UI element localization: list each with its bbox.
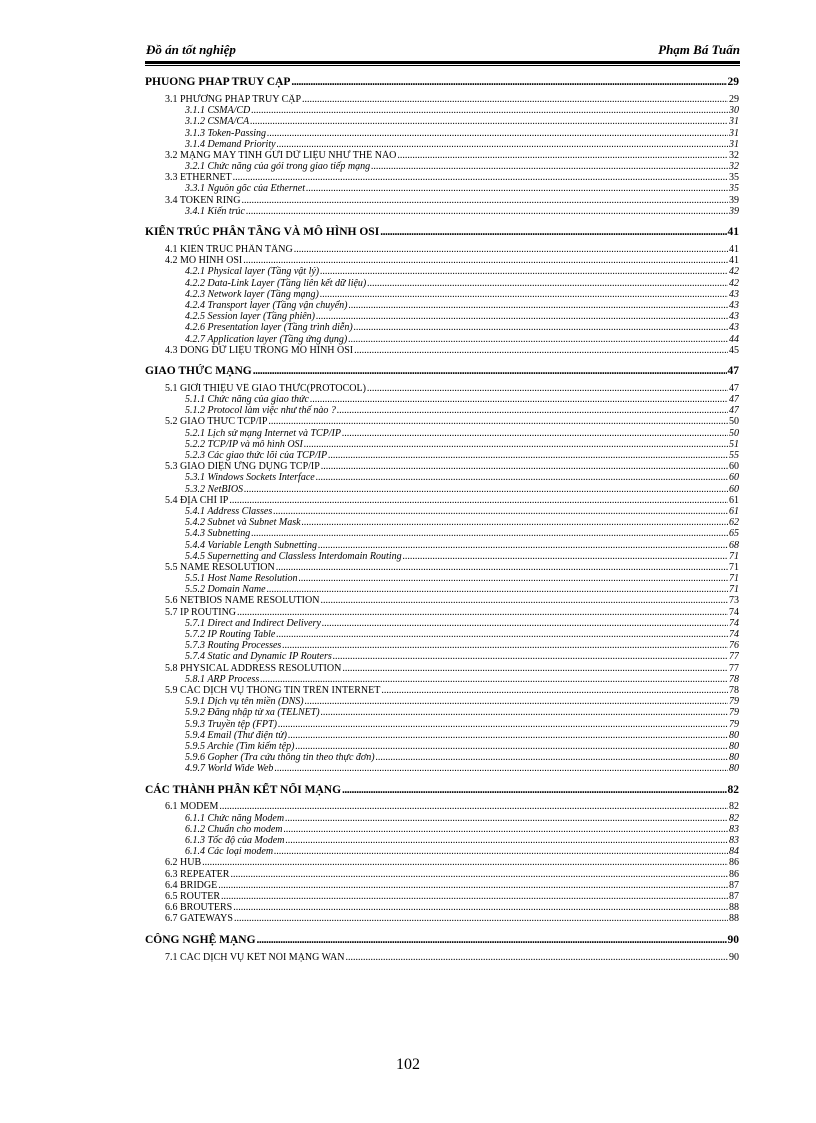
toc-entry-sub[interactable] (145, 394, 739, 405)
toc-entry-sub[interactable] (145, 266, 739, 277)
toc-entry-page: 35 (729, 183, 739, 195)
toc-entry-title: 5.2.2 TCP/IP và mô hình OSI (185, 438, 303, 450)
toc-entry-title: 3.1 PHƯƠNG PHÁP TRUY CẬP (165, 94, 302, 105)
dot-leader (291, 75, 726, 89)
toc-entry-title: 3.2.1 Chức năng của gói trong giao tiếp mạng (185, 161, 371, 173)
dot-leader (304, 439, 728, 450)
toc-entry-sec[interactable] (145, 417, 739, 428)
dot-leader (305, 696, 728, 707)
toc-entry-title: 4.2 MÔ HÌNH OSI (165, 255, 243, 267)
toc-entry-page: 80 (729, 740, 739, 752)
dot-leader (267, 584, 728, 595)
toc-entry-title: 5.8 PHYSICAL ADDRESS RESOLUTION (165, 662, 342, 674)
toc-entry-page: 87 (729, 879, 739, 891)
dot-leader (241, 195, 728, 206)
toc-entry-sec[interactable] (145, 880, 739, 891)
toc-entry-title: 3.4 TOKEN RING (165, 194, 241, 206)
toc-entry-sub[interactable] (145, 322, 739, 333)
dot-leader (233, 172, 728, 183)
toc-entry-page: 80 (729, 752, 739, 764)
dot-leader (251, 528, 728, 539)
toc-entry-sub[interactable] (145, 472, 739, 483)
dot-leader (320, 289, 728, 300)
dot-leader (234, 913, 728, 924)
toc-entry-title: 5.8.1 ARP Process (185, 673, 260, 685)
toc-entry-title: 4.2.4 Transport layer (Tầng vận chuyển) (185, 300, 348, 311)
toc-entry-sub[interactable] (145, 618, 739, 629)
dot-leader (316, 472, 728, 483)
dot-leader (244, 484, 728, 495)
toc-entry-sub[interactable] (145, 334, 739, 345)
dot-leader (253, 364, 727, 378)
toc-entry-title: 4.1 KIẾN TRÚC PHÂN TẦNG (165, 244, 293, 256)
dot-leader (282, 640, 728, 651)
dot-leader (333, 651, 728, 662)
toc-entry-sub[interactable] (145, 584, 739, 595)
dot-leader (295, 741, 728, 752)
dot-leader (285, 813, 728, 824)
toc-entry-title: 5.6 NETBIOS NAME RESOLUTION (165, 595, 320, 607)
toc-entry-page: 74 (729, 617, 739, 629)
toc-entry-sec[interactable] (145, 952, 739, 963)
dot-leader (260, 674, 728, 685)
toc-entry-title: 5.9.4 Email (Thư điện tử) (185, 729, 288, 741)
dot-leader (278, 719, 728, 730)
toc-entry-title: 5.9.1 Dịch vụ tên miền (DNS) (185, 696, 304, 708)
dot-leader (354, 322, 728, 333)
toc-entry-page: 55 (729, 450, 739, 462)
toc-entry-page: 60 (729, 472, 739, 484)
toc-entry-page: 47 (729, 394, 739, 406)
dot-leader (302, 94, 728, 105)
table-of-contents (145, 75, 739, 963)
toc-entry-title: 6.6 BROUTERS (165, 902, 233, 914)
toc-entry-title: 6.7 GATEWAYS (165, 913, 233, 925)
running-header (146, 42, 740, 60)
toc-entry-title: 4.2.5 Session layer (Tầng phiên) (185, 311, 315, 323)
toc-entry-page: 39 (729, 194, 739, 206)
dot-leader (285, 835, 728, 846)
toc-entry-sub[interactable] (145, 528, 739, 539)
toc-entry-title: CÔNG NGHỆ MẠNG (145, 933, 256, 946)
dot-leader (243, 255, 728, 266)
toc-entry-title: 3.3.1 Nguồn gốc của Ethernet (185, 183, 305, 195)
dot-leader (268, 417, 728, 428)
toc-entry-page: 51 (729, 438, 739, 450)
dot-leader (267, 128, 728, 139)
toc-entry-page: 43 (729, 300, 739, 311)
toc-entry-page: 31 (729, 138, 739, 150)
dot-leader (218, 880, 728, 891)
dot-leader (397, 150, 728, 161)
toc-entry-page: 50 (729, 416, 739, 428)
toc-entry-page: 86 (729, 868, 739, 880)
toc-entry-page: 30 (729, 105, 739, 117)
toc-entry-sec[interactable] (145, 461, 739, 472)
dot-leader (367, 383, 728, 394)
dot-leader (219, 802, 728, 813)
dot-leader (229, 495, 728, 506)
toc-entry-sub[interactable] (145, 824, 739, 835)
toc-entry-page: 60 (729, 483, 739, 495)
toc-entry-page: 31 (729, 116, 739, 128)
toc-entry-sub[interactable] (145, 640, 739, 651)
toc-entry-sub[interactable] (145, 730, 739, 741)
toc-entry-sub[interactable] (145, 405, 739, 416)
toc-entry-title: 5.7.4 Static and Dynamic IP Routers (185, 651, 332, 663)
dot-leader (321, 461, 728, 472)
dot-leader (371, 161, 728, 172)
toc-entry-title: 6.2 HUB (165, 857, 202, 869)
toc-entry-page: 90 (727, 933, 739, 946)
toc-entry-title: 3.2 MẠNG MÁY TÍNH GỬI DỮ LIỆU NHƯ THẾ NÀO (165, 149, 397, 161)
toc-entry-page: 41 (727, 226, 739, 239)
toc-entry-sub[interactable] (145, 439, 739, 450)
toc-entry-sub[interactable] (145, 573, 739, 584)
toc-entry-page: 65 (729, 528, 739, 540)
dot-leader (274, 846, 728, 857)
dot-leader (381, 685, 728, 696)
toc-entry-page: 74 (729, 606, 739, 618)
toc-entry-page: 88 (729, 913, 739, 925)
toc-entry-sub[interactable] (145, 161, 739, 172)
toc-entry-sec[interactable] (145, 857, 739, 868)
toc-entry-page: 29 (727, 76, 739, 88)
toc-entry-title: 5.5 NAME RESOLUTION (165, 561, 275, 573)
dot-leader (310, 394, 728, 405)
toc-entry-page: 83 (729, 835, 739, 847)
toc-entry-title: 4.9.7 World Wide Web (185, 763, 274, 775)
header-author: Phạm Bá Tuấn (658, 42, 740, 57)
toc-entry-sec[interactable] (145, 869, 739, 880)
toc-entry-sec[interactable] (145, 596, 739, 607)
toc-entry-page: 29 (729, 94, 739, 105)
toc-entry-title: 4.2.1 Physical layer (Tầng vật lý) (185, 266, 320, 278)
toc-entry-page: 44 (729, 333, 739, 345)
dot-leader (288, 730, 728, 741)
dot-leader (345, 952, 728, 963)
toc-entry-sec[interactable] (145, 663, 739, 674)
toc-entry-title: 4.2.6 Presentation layer (Tầng trình diễn) (185, 322, 353, 334)
dot-leader (284, 824, 729, 835)
dot-leader (316, 311, 728, 322)
toc-entry-sub[interactable] (145, 707, 739, 718)
toc-entry-page: 87 (729, 891, 739, 902)
toc-entry-title: 5.4.2 Subnet và Subnet Mask (185, 517, 301, 529)
toc-entry-page: 83 (729, 823, 739, 835)
toc-entry-title: 5.2 GIAO THỨC TCP/IP (165, 416, 268, 428)
toc-entry-sec[interactable] (145, 891, 739, 902)
toc-entry-sec[interactable] (145, 562, 739, 573)
dot-leader (376, 752, 728, 763)
toc-entry-title: 5.7.1 Direct and Indirect Delivery (185, 617, 321, 629)
toc-entry-page: 80 (729, 729, 739, 741)
toc-entry-sub[interactable] (145, 629, 739, 640)
toc-entry-sub[interactable] (145, 696, 739, 707)
toc-entry-chap[interactable] (145, 75, 739, 89)
toc-entry-page: 79 (729, 718, 739, 730)
toc-entry-sec[interactable] (145, 913, 739, 924)
toc-entry-title: 5.3.2 NetBIOS (185, 483, 244, 495)
toc-entry-sub[interactable] (145, 128, 739, 139)
toc-entry-sub[interactable] (145, 139, 739, 150)
toc-entry-page: 43 (729, 322, 739, 334)
toc-entry-title: 3.1.3 Token-Passing (185, 127, 267, 139)
toc-entry-chap[interactable] (145, 364, 739, 378)
toc-entry-page: 79 (729, 696, 739, 708)
toc-entry-page: 77 (729, 651, 739, 663)
toc-entry-sub[interactable] (145, 311, 739, 322)
toc-entry-page: 47 (729, 382, 739, 394)
toc-entry-title: 6.1.1 Chức năng Modem (185, 812, 285, 824)
toc-entry-sub[interactable] (145, 289, 739, 300)
toc-entry-title: 4.2.3 Network layer (Tầng mạng) (185, 288, 319, 300)
dot-leader (328, 450, 728, 461)
toc-entry-title: 3.1.1 CSMA/CD (185, 105, 251, 117)
toc-entry-sec[interactable] (145, 495, 739, 506)
dot-leader (302, 517, 728, 528)
dot-leader (273, 506, 728, 517)
toc-entry-sec[interactable] (145, 685, 739, 696)
toc-entry-title: 6.5 ROUTER (165, 891, 220, 902)
toc-entry-sub[interactable] (145, 450, 739, 461)
toc-entry-title: 3.1.4 Demand Priority (185, 138, 276, 150)
toc-entry-page: 74 (729, 629, 739, 641)
toc-entry-page: 47 (727, 364, 739, 377)
toc-entry-page: 50 (729, 427, 739, 439)
toc-entry-sub[interactable] (145, 184, 739, 195)
toc-entry-sub[interactable] (145, 428, 739, 439)
toc-entry-sec[interactable] (145, 172, 739, 183)
toc-entry-page: 84 (729, 846, 739, 858)
toc-entry-title: 5.7.3 Routing Processes (185, 640, 282, 652)
toc-entry-page: 41 (729, 244, 739, 256)
dot-leader (277, 139, 728, 150)
toc-entry-chap[interactable] (145, 933, 739, 947)
toc-entry-page: 60 (729, 461, 739, 473)
toc-entry-page: 82 (729, 812, 739, 824)
dot-leader (354, 345, 728, 356)
toc-entry-page: 78 (729, 673, 739, 685)
toc-entry-page: 82 (729, 801, 739, 813)
toc-entry-chap[interactable] (145, 225, 739, 239)
dot-leader (221, 891, 728, 902)
toc-entry-sec[interactable] (145, 383, 739, 394)
toc-entry-sub[interactable] (145, 206, 739, 217)
dot-leader (257, 933, 727, 947)
dot-leader (321, 707, 728, 718)
dot-leader (299, 573, 729, 584)
toc-entry-page: 42 (729, 266, 739, 278)
toc-entry-title: 5.7.2 IP Routing Table (185, 629, 276, 641)
toc-entry-page: 71 (729, 584, 739, 596)
toc-entry-page: 42 (729, 277, 739, 289)
toc-entry-title: 4.2.2 Data-Link Layer (Tầng liên kết dữ liệu) (185, 277, 367, 289)
toc-entry-title: CÁC THÀNH PHẦN KẾT NỐI MẠNG (145, 783, 342, 796)
dot-leader (403, 551, 728, 562)
toc-entry-sub[interactable] (145, 846, 739, 857)
toc-entry-page: 80 (729, 763, 739, 775)
toc-entry-chap[interactable] (145, 783, 739, 797)
toc-entry-sub[interactable] (145, 763, 739, 774)
dot-leader (320, 266, 728, 277)
dot-leader (349, 300, 729, 311)
toc-entry-sub[interactable] (145, 741, 739, 752)
toc-entry-sub[interactable] (145, 278, 739, 289)
dot-leader (342, 663, 728, 674)
toc-entry-title: KIẾN TRÚC PHÂN TẦNG VÀ MÔ HÌNH OSI (145, 226, 380, 239)
toc-entry-page: 82 (727, 783, 739, 796)
dot-leader (380, 225, 726, 239)
toc-entry-sec[interactable] (145, 244, 739, 255)
toc-entry-page: 71 (729, 573, 739, 585)
toc-entry-page: 41 (729, 255, 739, 267)
dot-leader (202, 857, 728, 868)
toc-entry-sub[interactable] (145, 540, 739, 551)
toc-entry-title: 7.1 CÁC DỊCH VỤ KẾT NỐI MẠNG WAN (165, 951, 345, 963)
toc-entry-sec[interactable] (145, 902, 739, 913)
toc-entry-sec[interactable] (145, 94, 739, 105)
dot-leader (230, 869, 728, 880)
toc-entry-page: 79 (729, 707, 739, 719)
toc-entry-sub[interactable] (145, 517, 739, 528)
toc-entry-title: 5.9.2 Đăng nhập từ xa (TELNET) (185, 707, 320, 719)
toc-entry-title: 4.2.7 Application layer (Tầng ứng dụng) (185, 333, 348, 345)
toc-entry-title: 5.9.3 Truyền tệp (FPT) (185, 718, 277, 730)
toc-entry-title: 5.4.3 Subnetting (185, 528, 251, 540)
toc-entry-page: 88 (729, 902, 739, 914)
toc-entry-title: 5.9.5 Archie (Tìm kiếm tệp) (185, 740, 295, 752)
toc-entry-page: 62 (729, 517, 739, 529)
dot-leader (342, 783, 726, 797)
toc-entry-sec[interactable] (145, 607, 739, 618)
toc-entry-sub[interactable] (145, 300, 739, 311)
dot-leader (276, 629, 728, 640)
dot-leader (322, 618, 728, 629)
dot-leader (233, 902, 728, 913)
dot-leader (237, 607, 728, 618)
dot-leader (306, 184, 728, 195)
toc-entry-sec[interactable] (145, 255, 739, 266)
toc-entry-title: 3.3 ETHERNET (165, 172, 232, 184)
toc-entry-page: 68 (729, 539, 739, 551)
toc-entry-page: 86 (729, 857, 739, 869)
toc-entry-page: 78 (729, 685, 739, 696)
toc-entry-page: 61 (729, 506, 739, 517)
toc-entry-sub[interactable] (145, 752, 739, 763)
toc-entry-title: 6.4 BRIDGE (165, 879, 218, 891)
toc-entry-title: 5.7 IP ROUTING (165, 606, 237, 618)
toc-entry-title: 5.2.1 Lịch sử mạng Internet và TCP/IP (185, 427, 341, 439)
toc-entry-title: 5.1.2 Protocol làm việc như thế nào ? (185, 405, 336, 417)
toc-entry-page: 90 (729, 951, 739, 963)
toc-entry-title: 5.1 GIỚI THIỆU VỀ GIAO THỨC(PROTOCOL) (165, 382, 366, 394)
toc-entry-title: 5.4 ĐỊA CHỈ IP (165, 494, 229, 506)
toc-entry-title: 5.3.1 Windows Sockets Interface (185, 472, 315, 484)
toc-entry-page: 71 (729, 561, 739, 573)
toc-entry-sub[interactable] (145, 651, 739, 662)
dot-leader (337, 405, 728, 416)
toc-entry-page: 71 (729, 550, 739, 562)
dot-leader (342, 428, 728, 439)
toc-entry-sub[interactable] (145, 116, 739, 127)
toc-entry-title: 5.4.4 Variable Length Subnetting (185, 539, 317, 551)
toc-entry-sub[interactable] (145, 551, 739, 562)
dot-leader (276, 562, 728, 573)
toc-entry-title: 6.3 REPEATER (165, 868, 230, 880)
toc-entry-title: 5.5.1 Host Name Resolution (185, 573, 298, 585)
toc-entry-sub[interactable] (145, 674, 739, 685)
toc-entry-title: 3.4.1 Kiến trúc (185, 205, 245, 217)
toc-entry-title: 6.1.3 Tốc độ của Modem (185, 835, 285, 847)
dot-leader (294, 244, 728, 255)
dot-leader (348, 334, 728, 345)
toc-entry-title: 4.3 DÒNG DỮ LIỆU TRONG MÔ HÌNH OSI (165, 344, 354, 356)
toc-entry-page: 43 (729, 311, 739, 323)
toc-entry-sec[interactable] (145, 802, 739, 813)
toc-entry-title: 5.9 CÁC DỊCH VỤ THÔNG TIN TRÊN INTERNET (165, 685, 381, 696)
toc-entry-page: 32 (729, 149, 739, 161)
toc-entry-sub[interactable] (145, 506, 739, 517)
toc-entry-sub[interactable] (145, 484, 739, 495)
toc-entry-page: 76 (729, 640, 739, 652)
toc-entry-title: 5.5.2 Domain Name (185, 584, 266, 596)
dot-leader (318, 540, 728, 551)
toc-entry-page: 43 (729, 288, 739, 300)
toc-entry-title: 5.3 GIAO DIỆN ỨNG DỤNG TCP/IP (165, 461, 320, 473)
dot-leader (250, 116, 728, 127)
toc-entry-title: 6.1.4 Các loại modem (185, 846, 274, 858)
toc-entry-title: 5.4.1 Address Classes (185, 506, 273, 517)
toc-entry-page: 35 (729, 172, 739, 184)
toc-entry-title: 3.1.2 CSMA/CA (185, 116, 250, 128)
toc-entry-title: 5.2.3 Các giao thức lõi của TCP/IP (185, 450, 328, 462)
toc-entry-page: 73 (729, 595, 739, 607)
dot-leader (251, 105, 728, 116)
toc-entry-title: 5.9.6 Gopher (Tra cứu thông tin theo thực đơn) (185, 752, 375, 764)
toc-entry-sub[interactable] (145, 105, 739, 116)
page-number: 102 (396, 1056, 420, 1073)
toc-entry-page: 39 (729, 205, 739, 217)
toc-entry-page: 32 (729, 161, 739, 173)
toc-entry-sec[interactable] (145, 195, 739, 206)
toc-entry-title: GIAO THỨC MẠNG (145, 364, 252, 377)
toc-entry-sub[interactable] (145, 719, 739, 730)
dot-leader (274, 763, 728, 774)
header-thesis-title: Đồ án tốt nghiệp (146, 42, 236, 57)
toc-entry-sec[interactable] (145, 345, 739, 356)
toc-entry-page: 77 (729, 662, 739, 674)
dot-leader (320, 596, 728, 607)
toc-entry-page: 61 (729, 494, 739, 506)
toc-entry-title: 5.4.5 Supernetting and Classless Interdomain Routing (185, 550, 402, 562)
toc-entry-title: 5.1.1 Chức năng của giao thức (185, 394, 309, 406)
toc-entry-page: 45 (729, 344, 739, 356)
toc-entry-sub[interactable] (145, 835, 739, 846)
toc-entry-title: 6.1.2 Chuẩn cho modem (185, 823, 283, 835)
toc-entry-title: 6.1 MODEM (165, 801, 219, 813)
toc-entry-sec[interactable] (145, 150, 739, 161)
toc-entry-title: PHUONG PHAP TRUY CẠP (145, 76, 291, 88)
dot-leader (246, 206, 728, 217)
toc-entry-page: 31 (729, 127, 739, 139)
toc-entry-page: 47 (729, 405, 739, 417)
toc-entry-sub[interactable] (145, 813, 739, 824)
header-rule (145, 61, 740, 66)
dot-leader (367, 278, 728, 289)
